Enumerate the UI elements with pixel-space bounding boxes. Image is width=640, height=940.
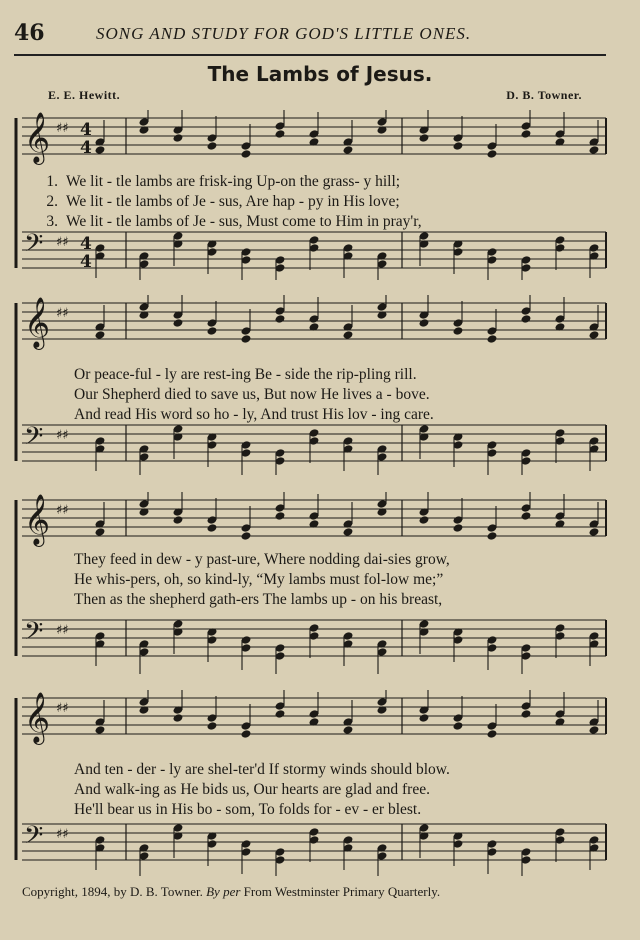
lyric-line bbox=[14, 172, 608, 192]
treble-clef-icon: 𝄞 bbox=[24, 297, 51, 348]
treble-staff bbox=[22, 295, 606, 350]
composer: D. B. Towner. bbox=[506, 88, 582, 102]
music-system-1 bbox=[14, 110, 608, 280]
svg-text:4: 4 bbox=[80, 252, 92, 272]
running-title: SONG AND STUDY FOR GOD'S LITTLE ONES. bbox=[96, 24, 472, 43]
bass-clef-icon: 𝄢 bbox=[24, 422, 44, 457]
key-signature-icon: ♯♯ bbox=[56, 235, 69, 250]
key-signature-icon: ♯♯ bbox=[56, 827, 69, 842]
lyric-text: We lit - tle lambs are frisk-ing Up-on the grass- y hill; bbox=[66, 173, 401, 190]
lyric-text: And ten - der - ly are shel-ter'd If stormy winds should blow. bbox=[74, 761, 450, 778]
page-header bbox=[14, 18, 606, 56]
treble-staff bbox=[22, 492, 606, 547]
bass-clef-icon: 𝄢 bbox=[24, 617, 44, 652]
copyright-text: Copyright, 1894, by D. B. Towner. bbox=[22, 884, 203, 899]
lyric-text: Then as the shepherd gath-ers The lambs up - on his breast, bbox=[74, 591, 443, 608]
bass-clef-icon: 𝄢 bbox=[24, 229, 44, 264]
lyric-line bbox=[14, 780, 608, 800]
bass-staff bbox=[22, 422, 606, 475]
lyrics-system-3 bbox=[14, 550, 608, 610]
lyric-line bbox=[14, 385, 608, 405]
lyric-line bbox=[14, 760, 608, 780]
music-system-4 bbox=[14, 690, 608, 876]
verse-number: 3. bbox=[46, 213, 58, 230]
source-text: From Westminster Primary Quarterly. bbox=[243, 884, 441, 899]
copyright-footer bbox=[22, 884, 622, 900]
time-signature-icon: 4 bbox=[80, 234, 92, 254]
bass-staff bbox=[22, 229, 606, 280]
lyric-text: Or peace-ful - ly are rest-ing Be - side the rip-pling rill. bbox=[74, 366, 417, 383]
bass-staff bbox=[22, 617, 606, 674]
lyric-line bbox=[14, 192, 608, 212]
lyric-line bbox=[14, 365, 608, 385]
lyric-line bbox=[14, 590, 608, 610]
lyric-line bbox=[14, 405, 608, 425]
music-system-2 bbox=[14, 295, 608, 475]
lyric-line bbox=[14, 570, 608, 590]
lyric-text: He'll bear us in His bo - som, To folds for - ev - er blest. bbox=[74, 801, 422, 818]
lyric-text: We lit - tle lambs of Je - sus, Are hap - py in His love; bbox=[66, 193, 400, 210]
lyric-text: He whis-pers, oh, so kind-ly, “My lambs must fol-low me;” bbox=[74, 571, 444, 588]
lyric-line bbox=[14, 550, 608, 570]
lyric-line bbox=[14, 212, 608, 232]
verse-number: 1. bbox=[46, 173, 58, 190]
verse-number: 2. bbox=[46, 193, 58, 210]
bass-staff bbox=[22, 821, 606, 876]
lyrics-system-1 bbox=[14, 172, 608, 232]
lyric-text: We lit - tle lambs of Je - sus, Must come to Him in pray'r, bbox=[66, 213, 422, 230]
lyric-text: And walk-ing as He bids us, Our hearts are glad and free. bbox=[74, 781, 430, 798]
page-number: 46 bbox=[14, 20, 45, 46]
lyric-text: Our Shepherd died to save us, But now He lives a - bove. bbox=[74, 386, 430, 403]
treble-staff bbox=[22, 690, 606, 745]
lyric-text: And read His word so ho - ly, And trust His lov - ing care. bbox=[74, 406, 434, 423]
permission-text: By per bbox=[206, 884, 241, 899]
key-signature-icon: ♯♯ bbox=[56, 306, 69, 321]
key-signature-icon: ♯♯ bbox=[56, 623, 69, 638]
bass-clef-icon: 𝄢 bbox=[24, 821, 44, 856]
lyric-line bbox=[14, 800, 608, 820]
lyrics-system-2 bbox=[14, 365, 608, 425]
time-signature-icon: 4 bbox=[80, 120, 92, 140]
lyrics-system-4 bbox=[14, 760, 608, 820]
key-signature-icon: ♯♯ bbox=[56, 121, 69, 136]
treble-clef-icon: 𝄞 bbox=[24, 112, 51, 163]
treble-clef-icon: 𝄞 bbox=[24, 494, 51, 545]
treble-clef-icon: 𝄞 bbox=[24, 692, 51, 743]
key-signature-icon: ♯♯ bbox=[56, 701, 69, 716]
key-signature-icon: ♯♯ bbox=[56, 428, 69, 443]
key-signature-icon: ♯♯ bbox=[56, 503, 69, 518]
treble-staff bbox=[22, 110, 606, 165]
hymn-title: The Lambs of Jesus. bbox=[207, 62, 433, 86]
music-system-3 bbox=[14, 492, 608, 674]
lyricist: E. E. Hewitt. bbox=[48, 88, 121, 102]
lyric-text: They feed in dew - y past-ure, Where nodding dai-sies grow, bbox=[74, 551, 450, 568]
svg-text:4: 4 bbox=[80, 138, 92, 158]
